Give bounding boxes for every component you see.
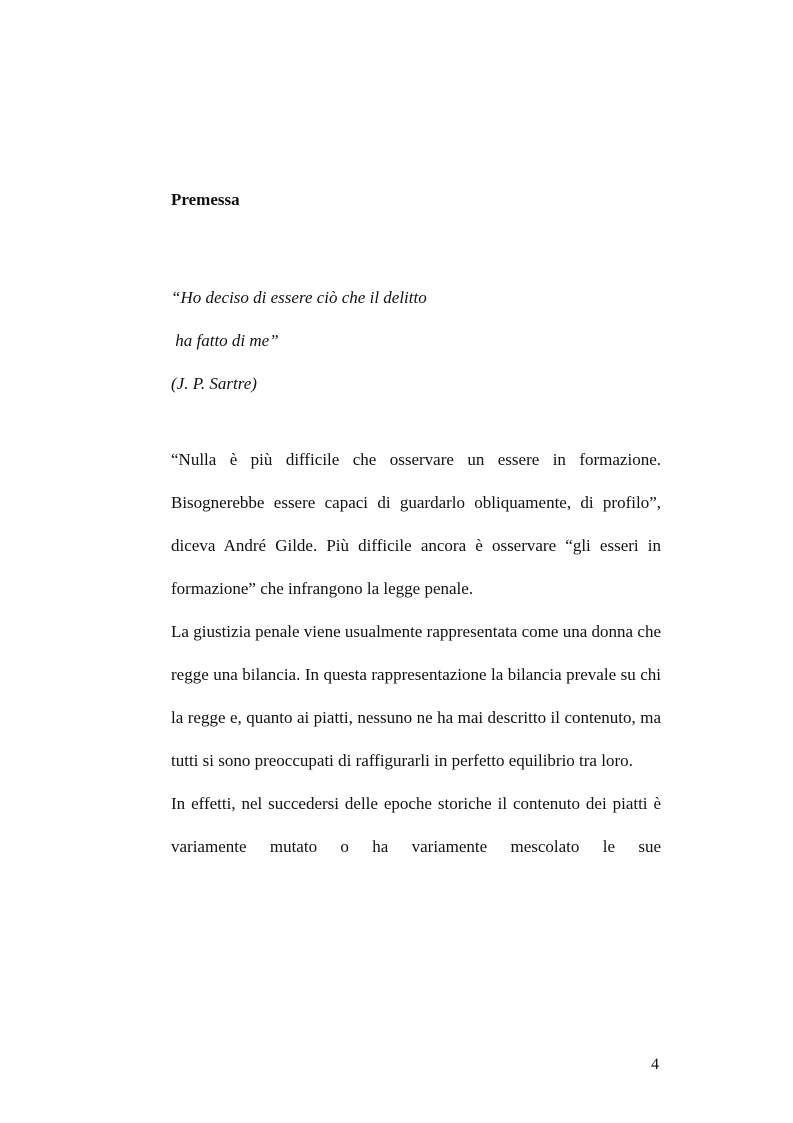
- epigraph: [171, 276, 427, 405]
- page-number: 4: [651, 1056, 659, 1073]
- paragraph-1: “Nulla è più difficile che osservare un essere in formazione. Bisognerebbe essere capaci di guardarlo obliquamente, di profilo”, diceva André Gilde. Più difficile ancora è osservare “gli esseri in formazione” che infrangono la legge penale.: [171, 450, 661, 598]
- paragraph-3: In effetti, nel succedersi delle epoche storiche il contenuto dei piatti è variamente mutato o ha variamente mescolato le sue: [171, 794, 661, 856]
- epigraph-line-2: ha fatto di me”: [171, 331, 279, 350]
- paragraph-2: La giustizia penale viene usualmente rappresentata come una donna che regge una bilancia. In questa rappresentazione la bilancia prevale su chi la regge e, quanto ai piatti, nessuno ne ha mai descritto il contenuto, ma tutti si sono preoccupati di raffigurarli in perfetto equilibrio tra loro.: [171, 622, 661, 770]
- epigraph-attribution: (J. P. Sartre): [171, 374, 257, 393]
- section-heading: Premessa: [171, 190, 240, 209]
- epigraph-line-1: “Ho deciso di essere ciò che il delitto: [171, 288, 427, 307]
- body-text: [171, 438, 661, 868]
